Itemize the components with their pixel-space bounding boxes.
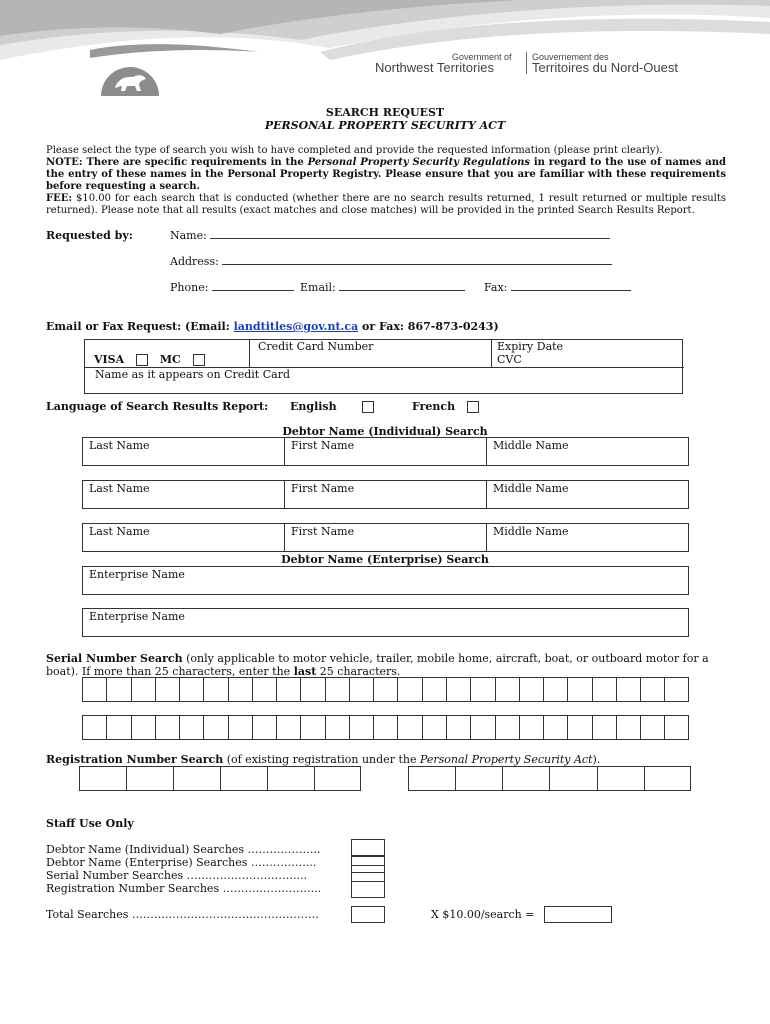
serial-char-box[interactable]	[640, 715, 664, 740]
serial-char-box[interactable]	[567, 715, 591, 740]
serial-char-box[interactable]	[373, 677, 397, 702]
serial-char-box[interactable]	[470, 715, 494, 740]
payment-heading-b: or Fax: 867-873-0243)	[358, 320, 499, 333]
phone-field[interactable]	[170, 281, 294, 294]
registration-desc-a: (of existing registration under the	[223, 753, 420, 766]
registration-char-box[interactable]	[220, 766, 267, 791]
serial-char-box[interactable]	[422, 677, 446, 702]
registration-char-group	[408, 766, 691, 791]
registration-char-box[interactable]	[549, 766, 596, 791]
last-name-cell[interactable]: Last Name	[89, 525, 150, 538]
note-regulations: Personal Property Security Regulations	[307, 157, 531, 168]
visa-option[interactable]	[94, 353, 205, 366]
serial-char-box[interactable]	[616, 677, 640, 702]
serial-char-box[interactable]	[495, 677, 519, 702]
card-divider-2	[491, 340, 492, 368]
serial-char-box[interactable]	[519, 715, 543, 740]
individual-row	[82, 480, 689, 509]
last-name-cell[interactable]: Last Name	[89, 482, 150, 495]
email-input-line[interactable]	[339, 281, 465, 291]
individual-row	[82, 523, 689, 552]
staff-use-heading: Staff Use Only	[46, 817, 134, 830]
total-searches-box[interactable]	[351, 906, 385, 923]
card-divider-1	[249, 340, 250, 368]
serial-char-box[interactable]	[228, 677, 252, 702]
expiry-cell[interactable]: Expiry Date	[497, 340, 564, 353]
enterprise-name-cell[interactable]: Enterprise Name	[89, 568, 185, 581]
phone-input-line[interactable]	[212, 281, 294, 291]
serial-char-box[interactable]	[155, 715, 179, 740]
serial-char-box[interactable]	[82, 677, 106, 702]
serial-char-box[interactable]	[592, 677, 616, 702]
enterprise-row[interactable]	[82, 566, 689, 595]
header-divider	[526, 52, 527, 74]
serial-char-box[interactable]	[446, 677, 470, 702]
individual-search-heading: Debtor Name (Individual) Search	[282, 425, 488, 438]
note-text	[46, 157, 726, 193]
serial-char-box[interactable]	[592, 715, 616, 740]
registration-char-box[interactable]	[455, 766, 502, 791]
note-label: NOTE:	[46, 157, 83, 168]
serial-char-box[interactable]	[349, 677, 373, 702]
registration-char-box[interactable]	[314, 766, 361, 791]
row-divider	[284, 524, 285, 551]
registration-char-box[interactable]	[126, 766, 173, 791]
cvc-cell[interactable]: CVC	[497, 353, 522, 366]
serial-desc-last: last	[293, 665, 317, 678]
french-label: French	[412, 400, 456, 413]
intro-text	[46, 145, 726, 217]
serial-char-box[interactable]	[519, 677, 543, 702]
fee-multiplier-label: X $10.00/search =	[431, 908, 535, 921]
english-checkbox[interactable]	[362, 401, 374, 413]
visa-checkbox[interactable]	[136, 354, 148, 366]
serial-char-box[interactable]	[616, 715, 640, 740]
name-label: Name:	[170, 229, 207, 242]
serial-char-box[interactable]	[106, 677, 130, 702]
registration-desc-act: Personal Property Security Act	[419, 753, 593, 766]
row-divider	[486, 524, 487, 551]
staff-use-list	[46, 843, 321, 895]
form-subtitle: PERSONAL PROPERTY SECURITY ACT	[264, 119, 506, 132]
row-divider	[284, 438, 285, 465]
language-label: Language of Search Results Report:	[46, 400, 269, 413]
serial-char-box[interactable]	[228, 715, 252, 740]
fee-description: $10.00 for each search that is conducted (whether there are no search results returned, 1 result returned or multiple results returned). Please note that all results (exact matches and close matches) will be provided in the printed Search Results Report.	[46, 193, 726, 216]
name-on-card-cell[interactable]: Name as it appears on Credit Card	[95, 368, 291, 381]
fax-input-line[interactable]	[511, 281, 631, 291]
visa-label: VISA	[94, 353, 125, 366]
serial-char-box[interactable]	[276, 677, 300, 702]
serial-char-box[interactable]	[300, 715, 324, 740]
fee-label: FEE:	[46, 193, 73, 204]
serial-desc-b: 25 characters.	[316, 665, 401, 678]
serial-char-box[interactable]	[640, 677, 664, 702]
payment-heading-a: Email or Fax Request: (Email:	[46, 320, 234, 333]
fee-text	[46, 193, 726, 217]
serial-char-box[interactable]	[325, 715, 349, 740]
french-option[interactable]	[412, 400, 479, 413]
registration-desc-b: ).	[592, 753, 601, 766]
middle-name-cell[interactable]: Middle Name	[493, 525, 569, 538]
staff-item: Serial Number Searches …………………………...	[46, 869, 308, 882]
serial-char-box[interactable]	[131, 715, 155, 740]
french-checkbox[interactable]	[467, 401, 479, 413]
requested-by-label: Requested by:	[46, 229, 133, 242]
serial-char-box[interactable]	[664, 715, 688, 740]
row-divider	[486, 438, 487, 465]
serial-char-row	[82, 715, 689, 740]
email-label: Email:	[300, 281, 336, 294]
serial-char-box[interactable]	[397, 715, 421, 740]
address-field[interactable]	[170, 255, 612, 268]
total-fee-box[interactable]	[544, 906, 612, 923]
staff-count-box[interactable]	[351, 839, 385, 856]
gov-french-name: Territoires du Nord-Ouest	[532, 60, 678, 75]
serial-char-box[interactable]	[543, 715, 567, 740]
serial-char-box[interactable]	[131, 677, 155, 702]
polar-bear-icon	[101, 52, 159, 96]
serial-char-row	[82, 677, 689, 702]
serial-char-box[interactable]	[349, 715, 373, 740]
registration-label: Registration Number Search	[46, 753, 224, 766]
serial-char-box[interactable]	[252, 715, 276, 740]
enterprise-name-cell[interactable]: Enterprise Name	[89, 610, 185, 623]
serial-desc-a: (only applicable to motor vehicle, trailer, mobile home, aircraft, boat, or outboard motor for a boat). If more than 25 characters, enter the	[46, 652, 709, 678]
registration-char-box[interactable]	[408, 766, 455, 791]
name-field[interactable]	[170, 229, 610, 242]
row-divider	[486, 481, 487, 508]
address-label: Address:	[170, 255, 219, 268]
serial-char-box[interactable]	[203, 715, 227, 740]
email-link[interactable]: landtitles@gov.nt.ca	[233, 320, 359, 333]
first-name-cell[interactable]: First Name	[291, 482, 355, 495]
credit-card-table	[84, 339, 683, 394]
serial-description	[46, 652, 726, 678]
staff-item: Debtor Name (Individual) Searches ………………..	[46, 843, 321, 856]
serial-char-box[interactable]	[325, 677, 349, 702]
serial-char-box[interactable]	[543, 677, 567, 702]
serial-char-box[interactable]	[252, 677, 276, 702]
serial-char-box[interactable]	[664, 677, 688, 702]
serial-label: Serial Number Search	[46, 652, 183, 665]
payment-heading	[46, 320, 499, 333]
serial-char-box[interactable]	[470, 677, 494, 702]
registration-char-box[interactable]	[267, 766, 314, 791]
registration-char-box[interactable]	[644, 766, 691, 791]
instructions-text: Please select the type of search you wish to have completed and provide the requested information (please print clearly).	[46, 145, 663, 156]
gov-english-small: Government of	[452, 52, 512, 62]
english-option[interactable]	[290, 400, 374, 413]
mc-checkbox[interactable]	[193, 354, 205, 366]
individual-row	[82, 437, 689, 466]
serial-char-box[interactable]	[446, 715, 470, 740]
registration-char-box[interactable]	[79, 766, 126, 791]
registration-description	[46, 753, 600, 766]
fax-field[interactable]	[484, 281, 631, 294]
phone-label: Phone:	[170, 281, 209, 294]
serial-char-box[interactable]	[397, 677, 421, 702]
note-part-a: There are specific requirements in the	[82, 157, 308, 168]
form-title: SEARCH REQUEST	[325, 106, 445, 119]
serial-char-box[interactable]	[106, 715, 130, 740]
serial-char-box[interactable]	[179, 715, 203, 740]
first-name-cell[interactable]: First Name	[291, 525, 355, 538]
staff-item: Registration Number Searches ……………………...	[46, 882, 322, 895]
registration-char-group	[79, 766, 361, 791]
serial-char-box[interactable]	[276, 715, 300, 740]
serial-char-box[interactable]	[422, 715, 446, 740]
staff-count-box[interactable]	[351, 881, 385, 898]
gov-english-name: Northwest Territories	[375, 60, 494, 75]
mc-label: MC	[159, 353, 181, 366]
english-label: English	[290, 400, 337, 413]
registration-char-box[interactable]	[502, 766, 549, 791]
first-name-cell[interactable]: First Name	[291, 439, 355, 452]
fax-label: Fax:	[484, 281, 508, 294]
note-part-b: in regard to the use of names and the entry of these names in the Personal Property Registry. Please ensure that you are familiar with these requirements before requesting a search.	[46, 157, 727, 192]
last-name-cell[interactable]: Last Name	[89, 439, 150, 452]
serial-char-box[interactable]	[495, 715, 519, 740]
serial-char-box[interactable]	[179, 677, 203, 702]
serial-char-box[interactable]	[373, 715, 397, 740]
serial-char-box[interactable]	[155, 677, 179, 702]
name-input-line[interactable]	[210, 229, 610, 239]
email-field[interactable]	[300, 281, 465, 294]
serial-char-box[interactable]	[203, 677, 227, 702]
registration-char-box[interactable]	[597, 766, 644, 791]
middle-name-cell[interactable]: Middle Name	[493, 482, 569, 495]
staff-item: Debtor Name (Enterprise) Searches ……………...	[46, 856, 317, 869]
serial-char-box[interactable]	[82, 715, 106, 740]
total-searches-label: Total Searches ……………………………………………	[46, 908, 319, 921]
enterprise-row[interactable]	[82, 608, 689, 637]
registration-char-box[interactable]	[173, 766, 220, 791]
gov-french-small: Gouvernement des	[532, 52, 609, 62]
card-number-cell[interactable]: Credit Card Number	[258, 340, 374, 353]
serial-char-box[interactable]	[567, 677, 591, 702]
enterprise-search-heading: Debtor Name (Enterprise) Search	[281, 553, 489, 566]
row-divider	[284, 481, 285, 508]
middle-name-cell[interactable]: Middle Name	[493, 439, 569, 452]
serial-char-box[interactable]	[300, 677, 324, 702]
address-input-line[interactable]	[222, 255, 612, 265]
staff-count-box[interactable]	[351, 865, 385, 882]
